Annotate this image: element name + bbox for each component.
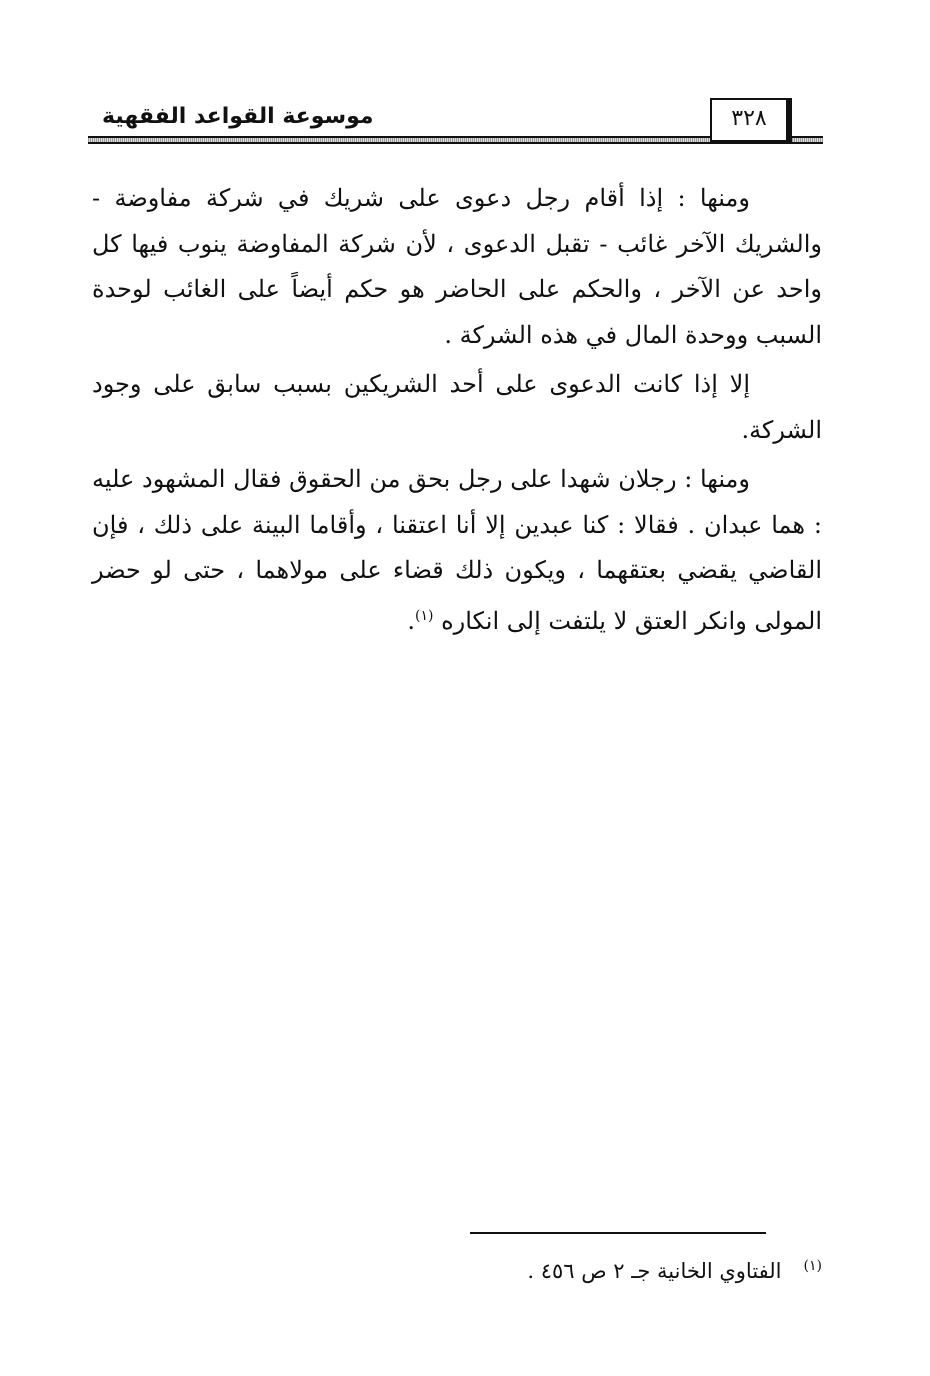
running-title: موسوعة القواعد الفقهية [102,104,374,129]
page-header [88,96,823,148]
main-text [92,176,822,644]
footnote-separator [470,1232,766,1234]
footnote-reference[interactable]: (١) [414,607,434,624]
page-number: ٣٢٨ [710,98,792,142]
paragraph-3-text: ومنها : رجلان شهدا على رجل بحق من الحقوق فقال المشهود عليه : هما عبدان . فقالا : كنا عبدين إلا أنا اعتقنا ، وأقاما البينة على ذلك ، فإن القاضي يقضي بعتقهما ، ويكون ذلك قضاء على مولاهما ، حتى لو حضر المولى وانكر العتق لا يلتفت إلى انكاره [92,465,822,635]
footnote-text: الفتاوي الخانية جـ ٢ ص ٤٥٦ . [527,1259,782,1283]
footnote-marker: (١) [803,1258,822,1274]
paragraph-1: ومنها : إذا أقام رجل دعوى على شريك في شركة مفاوضة - والشريك الآخر غائب - تقبل الدعوى ، لأن شركة المفاوضة ينوب فيها كل واحد عن الآخر ، والحكم على الحاضر هو حكم أيضاً على الغائب لوحدة السبب ووحدة المال في هذه الشركة . [92,184,822,349]
paragraph-2: إلا إذا كانت الدعوى على أحد الشريكين بسبب سابق على وجود الشركة. [92,370,822,444]
paragraph-3 [92,457,822,644]
paragraph-3-period: . [407,606,415,635]
footnote [527,1258,822,1283]
